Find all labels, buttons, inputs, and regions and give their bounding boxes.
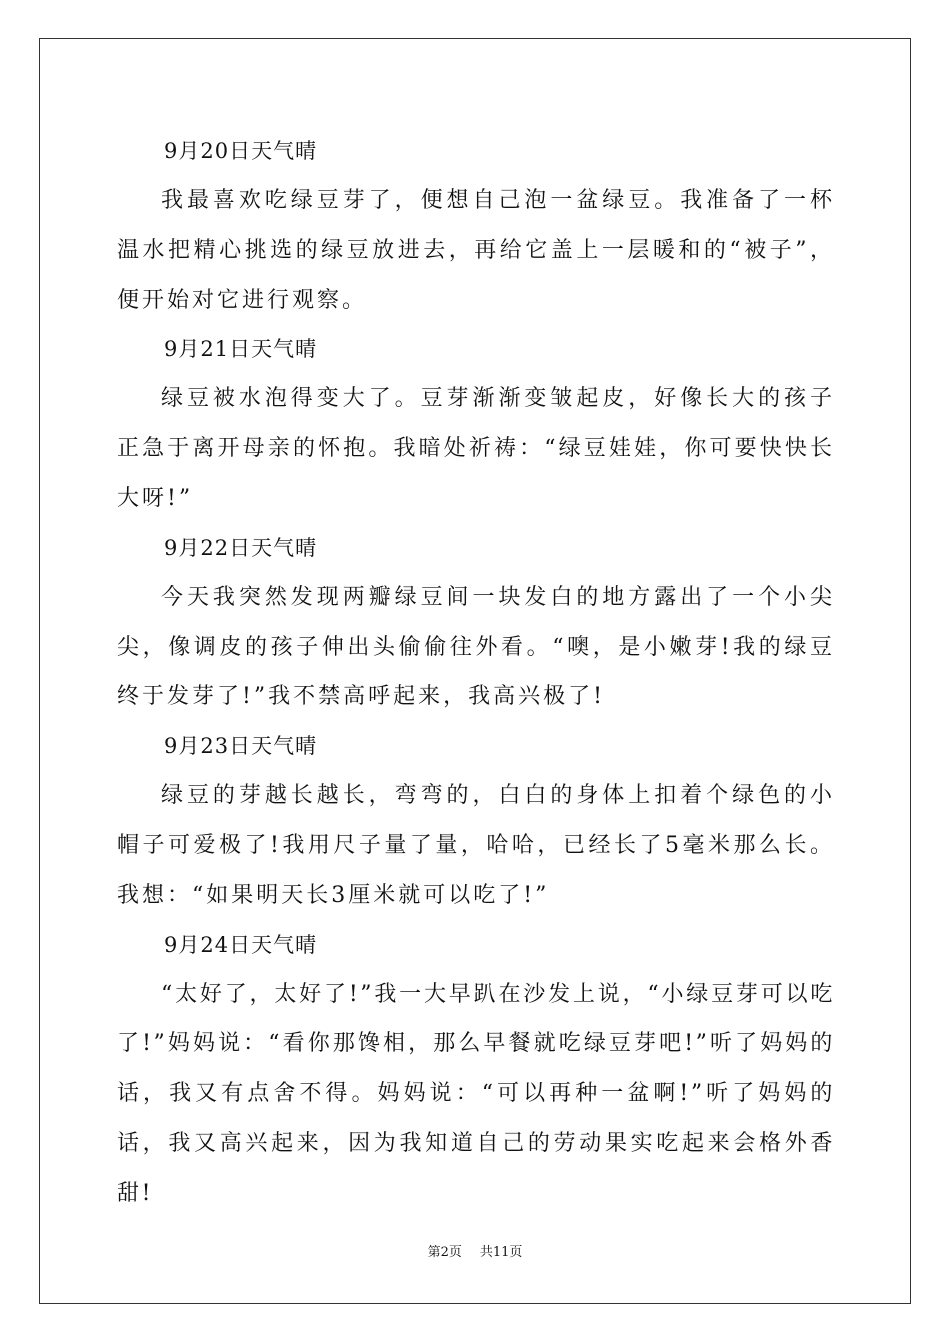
page-total: 共11页 [479, 1245, 523, 1260]
entry-date: 9月20日天气晴 [164, 139, 318, 163]
entry-paragraph: 绿豆被水泡得变大了。豆芽渐渐变皱起皮，好像长大的孩子正急于离开母亲的怀抱。我暗处祈祷：“绿豆娃娃，你可要快快长大呀!” [117, 386, 835, 511]
entry-date: 9月21日天气晴 [164, 337, 318, 362]
document-body [117, 127, 835, 1219]
entry-paragraph: 今天我突然发现两瓣绿豆间一块发白的地方露出了一个小尖尖，像调皮的孩子伸出头偷偷往外看。“噢，是小嫩芽!我的绿豆终于发芽了!”我不禁高呼起来，我高兴极了! [117, 584, 835, 710]
entry-date: 9月22日天气晴 [164, 535, 318, 560]
entry-paragraph: “太好了，太好了!”我一大早趴在沙发上说，“小绿豆芽可以吃了!”妈妈说：“看你那馋相，那么早餐就吃绿豆芽吧!”听了妈妈的话，我又有点舍不得。妈妈说：“可以再种一盆啊!”听了妈妈的话，我又高兴起来，因为我知道自己的劳动果实吃起来会格外香甜! [117, 981, 835, 1206]
page-number: 第2页 [427, 1245, 462, 1260]
entry-paragraph: 我最喜欢吃绿豆芽了，便想自己泡一盆绿豆。我准备了一杯温水把精心挑选的绿豆放进去，再给它盖上一层暖和的“被子”，便开始对它进行观察。 [117, 188, 835, 313]
page-footer [0, 1243, 950, 1263]
entry-date: 9月23日天气晴 [164, 734, 318, 759]
entry-paragraph: 绿豆的芽越长越长，弯弯的，白白的身体上扣着个绿色的小帽子可爱极了!我用尺子量了量，哈哈，已经长了5毫米那么长。我想：“如果明天长3厘米就可以吃了!” [117, 783, 835, 908]
entry-date: 9月24日天气晴 [164, 932, 318, 957]
